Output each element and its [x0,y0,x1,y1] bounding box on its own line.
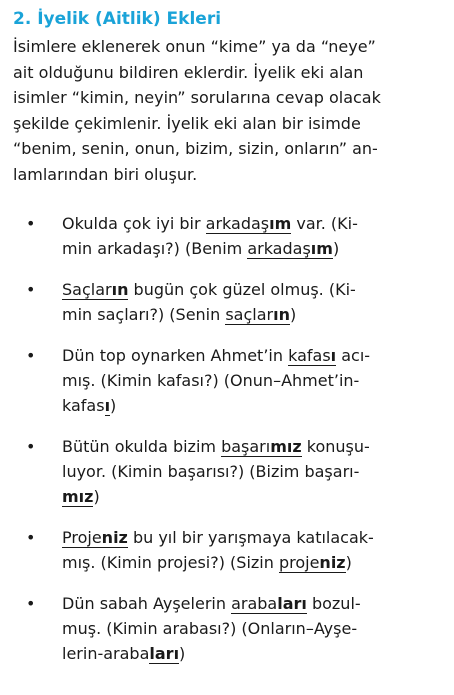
intro-line: ait olduğunu bildiren eklerdir. İyelik eki alan [13,62,364,82]
text: min saçları?) (Senin [62,305,226,324]
example-line: muş. (Kimin arabası?) (Onların–Ayşe- [62,619,358,638]
text: mış. (Kimin projesi?) (Sizin [62,553,279,572]
word-stem: arkadaş [205,214,270,233]
underlined-word [225,305,290,325]
example-line [62,211,442,236]
underlined-word [288,346,336,366]
word-stem: araba [231,594,278,613]
text: lerin- [62,644,104,663]
suffix: niz [319,553,346,572]
example-line [62,641,442,666]
example-line [62,484,442,509]
example-line [62,343,442,368]
intro-line: şekilde çekimlenir. İyelik eki alan bir isimde [13,113,361,133]
bullet-icon: • [26,346,36,365]
text: Okulda çok iyi bir [62,214,206,233]
underlined-word [279,553,346,573]
bullet-icon: • [26,528,36,547]
bullet-icon: • [26,280,36,299]
underlined-word [221,437,302,457]
example-item [13,211,442,261]
example-item [13,591,442,666]
intro-line: İsimlere eklenerek onun “kime” ya da “neye” [13,37,376,56]
text: bu yıl bir yarışmaya katılacak- [127,528,374,547]
text: ) [332,239,340,258]
suffix: ım [310,239,333,258]
suffix: mız [270,437,302,456]
text: min arkadaşı?) (Benim [62,239,248,258]
text: Bütün okulda bizim [62,437,222,456]
suffix: ı [330,346,337,365]
example-line [62,302,442,327]
bullet-icon: • [26,214,36,233]
text: acı- [336,346,371,365]
example-line: luyor. (Kimin başarısı?) (Bizim başarı- [62,462,360,481]
section-title: 2. İyelik (Aitlik) Ekleri [13,9,222,29]
underlined-word [231,594,307,614]
example-list [13,211,442,666]
bullet-icon: • [26,437,36,456]
suffix: ım [269,214,292,233]
intro-paragraph [13,34,442,187]
example-line [62,277,442,302]
example-line: mış. (Kimin kafası?) (Onun–Ahmet’in- [62,371,360,390]
suffix: ın [273,305,290,324]
example-line [62,393,442,418]
example-item [13,434,442,509]
text: bozul- [306,594,361,613]
text: var. (Ki- [291,214,358,233]
word-stem: Proje [62,528,102,547]
text: ) [93,487,100,506]
example-item [13,525,442,575]
example-item [13,277,442,327]
intro-line: isimler “kimin, neyin” sorularına cevap olacak [13,88,381,107]
word-stem: proje [278,553,320,572]
example-line [62,525,442,550]
word-stem: başarı [221,437,271,456]
bullet-icon: • [26,594,36,613]
text: konuşu- [301,437,370,456]
suffix: ın [111,280,129,299]
text: Dün top oynarken Ahmet’in [62,346,289,365]
word-stem: saçlar [225,305,274,324]
example-line [62,236,442,261]
text: bugün çok güzel olmuş. (Ki- [128,280,356,299]
suffix: ları [149,644,180,663]
word-stem: kafas [288,346,331,365]
suffix: niz [101,528,128,547]
text: ) [289,305,297,324]
underlined-word [247,239,333,259]
example-item [13,343,442,418]
suffix: ı [104,396,111,415]
suffix: mız [62,487,94,506]
example-line [62,434,442,459]
suffix: ları [277,594,307,613]
intro-line: lamlarından biri oluşur. [13,164,198,184]
underlined-word [62,280,128,300]
word-stem: kafas [62,396,105,415]
example-line [62,550,442,575]
word-stem: arkadaş [247,239,311,258]
intro-line: “benim, senin, onun, bizim, sizin, onların” an- [13,139,378,158]
underlined-word [206,214,292,234]
underlined-word [62,528,128,548]
word-stem: Saçlar [62,280,112,299]
example-line [62,591,442,616]
word-stem: araba [103,644,150,663]
text: ) [179,644,186,663]
text: Dün sabah Ayşelerin [62,594,232,613]
text: ) [345,553,352,572]
text: ) [110,396,117,415]
